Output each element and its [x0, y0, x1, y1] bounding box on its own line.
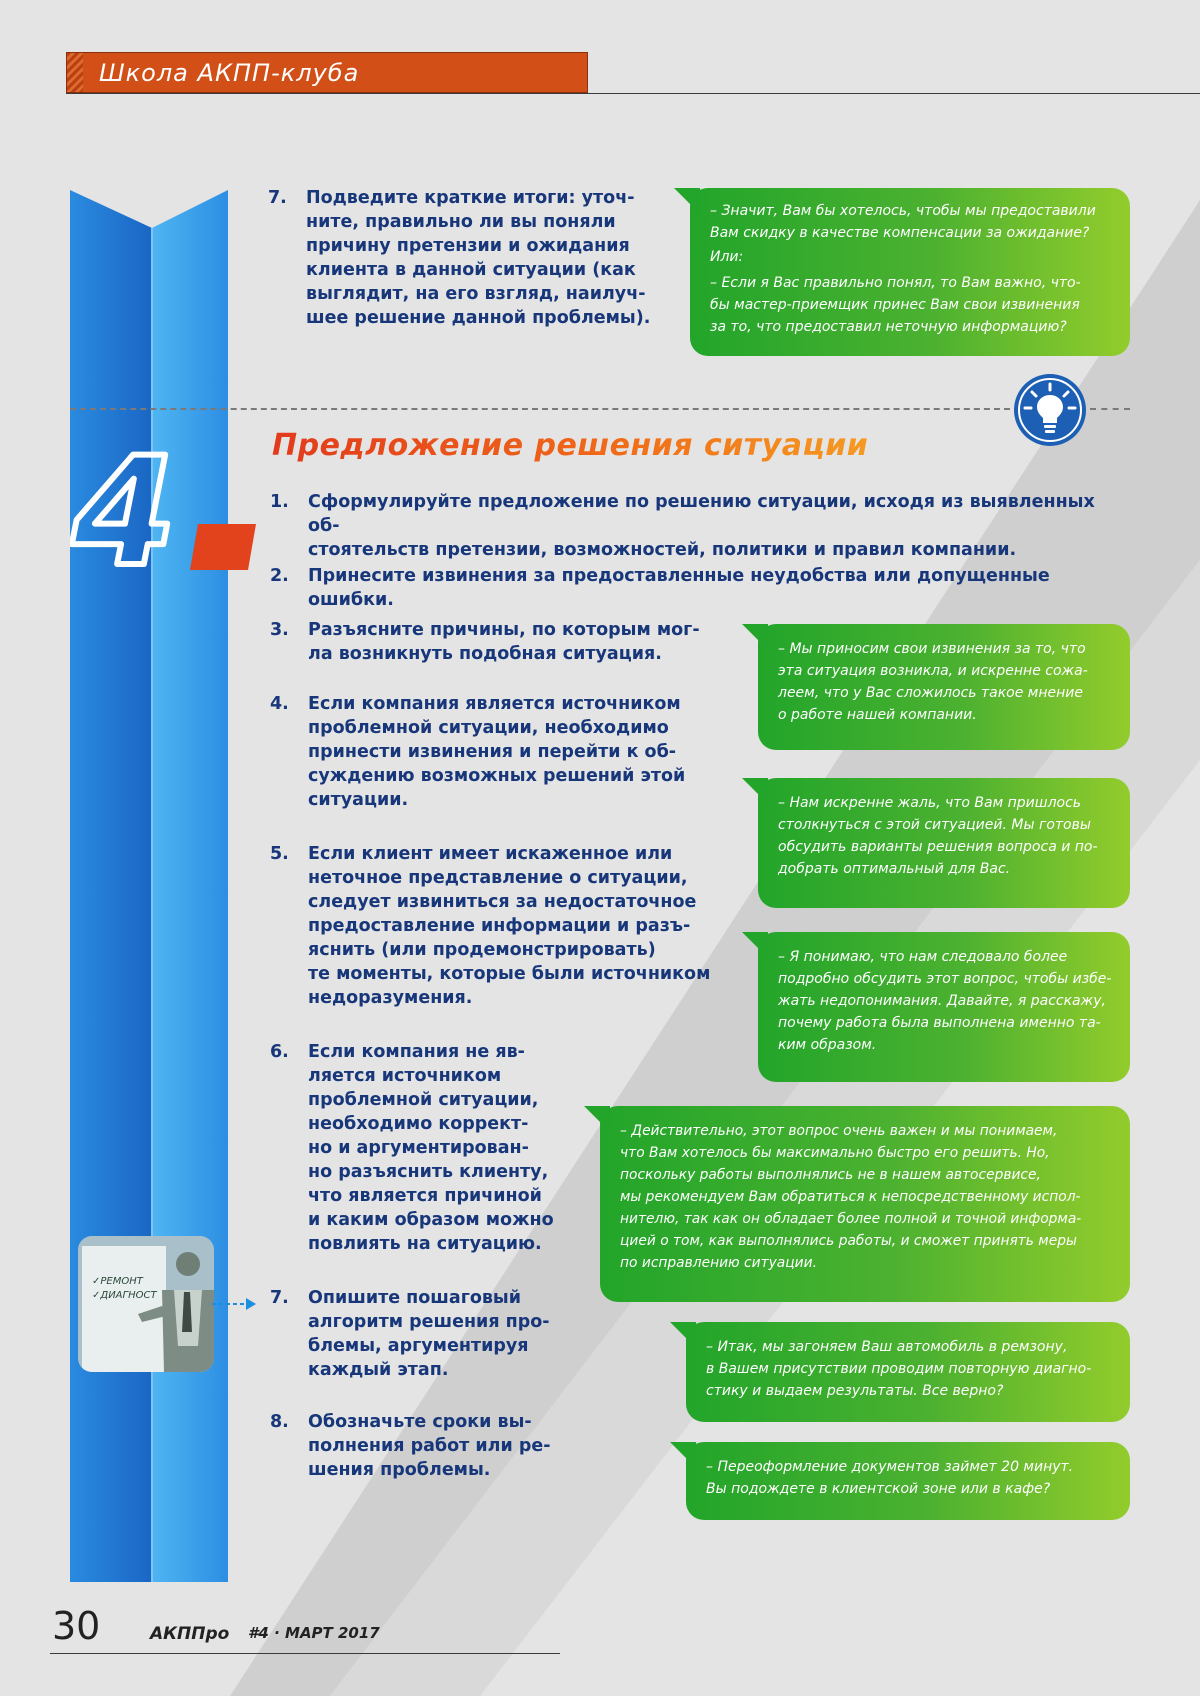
- item-line: блемы, аргументируя: [308, 1336, 529, 1356]
- photo-illustration: [78, 1236, 214, 1372]
- item-text: [308, 1410, 550, 1482]
- page-number: 30: [52, 1604, 101, 1648]
- bubble-line: цией о том, как выполнялись работы, и сможет принять меры: [620, 1233, 1077, 1249]
- section-header-title: Школа АКПП-клуба: [99, 59, 360, 87]
- bubble-line: Или:: [710, 249, 744, 265]
- bubble-line: поскольку работы выполнялись не в нашем автосервисе,: [620, 1167, 1041, 1183]
- item-number: 5.: [270, 844, 289, 864]
- dialogue-bubble-explanation: [758, 932, 1130, 1082]
- item-line: следует извиниться за недостаточное: [308, 892, 697, 912]
- item-line: Разъясните причины, по которым мог-: [308, 620, 700, 640]
- bubble-line: эта ситуация возникла, и искренне сожа-: [778, 663, 1088, 679]
- item-line: Обозначьте сроки вы-: [308, 1412, 532, 1432]
- item-line: алгоритм решения про-: [308, 1312, 550, 1332]
- item-line: ла возникнуть подобная ситуация.: [308, 644, 662, 664]
- section-separator-right: [1090, 408, 1130, 410]
- dialogue-bubble-redirect: [600, 1106, 1130, 1302]
- bubble-line: ким образом.: [778, 1037, 877, 1053]
- item-text: [308, 842, 710, 1010]
- item-line: проблемной ситуации, необходимо: [308, 718, 669, 738]
- section-number-badge: [70, 424, 256, 574]
- board-text: ✓РЕМОНТ: [92, 1276, 143, 1287]
- bubble-line: Вы подождете в клиентской зоне или в кафе?: [706, 1481, 1051, 1497]
- bubble-line: нителю, так как он обладает более полной и точной информа-: [620, 1211, 1082, 1227]
- presenter-photo: [78, 1236, 214, 1372]
- bubble-line: – Действительно, этот вопрос очень важен и мы понимаем,: [620, 1123, 1058, 1139]
- section-title: Предложение решения ситуации: [272, 428, 869, 463]
- bubble-line: Вам скидку в качестве компенсации за ожидание?: [710, 225, 1090, 241]
- header-rule: [588, 93, 1200, 94]
- bubble-line: столкнуться с этой ситуацией. Мы готовы: [778, 817, 1091, 833]
- item-number: 3.: [270, 620, 289, 640]
- item-line: суждению возможных решений этой: [308, 766, 686, 786]
- bubble-line: стику и выдаем результаты. Все верно?: [706, 1383, 1004, 1399]
- item-line: те моменты, которые были источником: [308, 964, 711, 984]
- footer-rule: [50, 1653, 560, 1654]
- item-line: полнения работ или ре-: [308, 1436, 551, 1456]
- bubble-line: – Мы приносим свои извинения за то, что: [778, 641, 1086, 657]
- issue-info: #4 · МАРТ 2017: [248, 1624, 380, 1642]
- item-line: необходимо коррект-: [308, 1114, 529, 1134]
- item-line: шее решение данной проблемы).: [306, 308, 651, 328]
- item-line: недоразумения.: [308, 988, 473, 1008]
- item-line: яснить (или продемонстрировать): [308, 940, 656, 960]
- item-text: [308, 618, 700, 666]
- bubble-line: по исправлению ситуации.: [620, 1255, 817, 1271]
- dialogue-bubble-algorithm: [686, 1322, 1130, 1422]
- item-number: 8.: [270, 1412, 289, 1432]
- item-line: неточное представление о ситуации,: [308, 868, 688, 888]
- item-line: повлиять на ситуацию.: [308, 1234, 542, 1254]
- item-line: Опишите пошаговый: [308, 1288, 522, 1308]
- item-number: 2.: [270, 566, 289, 586]
- item-line: но разъяснить клиенту,: [308, 1162, 549, 1182]
- lightbulb-icon: [1012, 372, 1088, 448]
- bubble-line: бы мастер-приемщик принес Вам свои извинения: [710, 297, 1080, 313]
- bubble-line: – Переоформление документов займет 20 минут.: [706, 1459, 1074, 1475]
- bubble-line: добрать оптимальный для Вас.: [778, 861, 1011, 877]
- item-line: Если клиент имеет искаженное или: [308, 844, 673, 864]
- bubble-line: жать недопонимания. Давайте, я расскажу,: [778, 993, 1106, 1009]
- item-line: Если компания является источником: [308, 694, 681, 714]
- item-line: ните, правильно ли вы поняли: [306, 212, 616, 232]
- section-header-bar: [66, 52, 588, 93]
- item-line: ситуации.: [308, 790, 409, 810]
- item-line: что является причиной: [308, 1186, 542, 1206]
- item-number: 7.: [270, 1288, 289, 1308]
- item-text: [308, 1040, 554, 1256]
- item-line: проблемной ситуации,: [308, 1090, 539, 1110]
- magazine-logo: АКППро: [150, 1624, 230, 1644]
- item-line: но и аргументирован-: [308, 1138, 529, 1158]
- item-text: [308, 490, 1130, 562]
- dialogue-bubble-regret: [758, 778, 1130, 908]
- item-number: 7.: [268, 188, 287, 208]
- item-text: [308, 1286, 550, 1382]
- item-line: Если компания не яв-: [308, 1042, 525, 1062]
- item-number: 1.: [270, 492, 289, 512]
- item-line: и каким образом можно: [308, 1210, 554, 1230]
- bubble-line: обсудить варианты решения вопроса и по-: [778, 839, 1098, 855]
- bubble-line: в Вашем присутствии проводим повторную диагно-: [706, 1361, 1092, 1377]
- bubble-line: леем, что у Вас сложилось такое мнение: [778, 685, 1083, 701]
- item-line: каждый этап.: [308, 1360, 449, 1380]
- dialogue-bubble-apology: [758, 624, 1130, 750]
- item-line: Подведите краткие итоги: уточ-: [306, 188, 635, 208]
- item-line: ляется источником: [308, 1066, 502, 1086]
- item-line: причину претензии и ожидания: [306, 236, 630, 256]
- bubble-line: – Я понимаю, что нам следовало более: [778, 949, 1068, 965]
- photo-pointer-arrow: [212, 1296, 256, 1312]
- bubble-line: что Вам хотелось бы максимально быстро его решить. Но,: [620, 1145, 1050, 1161]
- item-text: [308, 564, 1130, 612]
- section-separator: [70, 408, 1010, 410]
- bubble-line: – Нам искренне жаль, что Вам пришлось: [778, 795, 1082, 811]
- bubble-line: – Если я Вас правильно понял, то Вам важно, что-: [710, 275, 1081, 291]
- bubble-line: почему работа была выполнена именно та-: [778, 1015, 1101, 1031]
- item-line: Принесите извинения за предоставленные неудобства или допущенные ошибки.: [308, 566, 1050, 610]
- item-line: шения проблемы.: [308, 1460, 491, 1480]
- header-hatch-decoration: [67, 53, 83, 92]
- item-number: 6.: [270, 1042, 289, 1062]
- bubble-line: мы рекомендуем Вам обратиться к непосредственному испол-: [620, 1189, 1081, 1205]
- item-line: Сформулируйте предложение по решению ситуации, исходя из выявленных об-: [308, 492, 1095, 536]
- item-line: клиента в данной ситуации (как: [306, 260, 636, 280]
- item-line: стоятельств претензии, возможностей, политики и правил компании.: [308, 540, 1017, 560]
- item-number: 4.: [270, 694, 289, 714]
- bubble-line: за то, что предоставил неточную информацию?: [710, 319, 1067, 335]
- item-line: выглядит, на его взгляд, наилуч-: [306, 284, 646, 304]
- blue-side-pillar: [70, 190, 228, 1582]
- header-rule-left: [66, 93, 588, 94]
- item-line: принести извинения и перейти к об-: [308, 742, 677, 762]
- section-number: 4: [72, 426, 177, 574]
- bubble-line: – Итак, мы загоняем Ваш автомобиль в ремзону,: [706, 1339, 1068, 1355]
- bubble-line: – Значит, Вам бы хотелось, чтобы мы предоставили: [710, 203, 1096, 219]
- item-text: [308, 692, 685, 812]
- item-line: предоставление информации и разъ-: [308, 916, 691, 936]
- bubble-line: подробно обсудить этот вопрос, чтобы избе-: [778, 971, 1112, 987]
- dialogue-bubble-summary: [690, 188, 1130, 356]
- dialogue-bubble-deadline: [686, 1442, 1130, 1520]
- bubble-line: о работе нашей компании.: [778, 707, 977, 723]
- item-text: [306, 186, 650, 330]
- board-text: ✓ДИАГНОСТ: [92, 1290, 157, 1301]
